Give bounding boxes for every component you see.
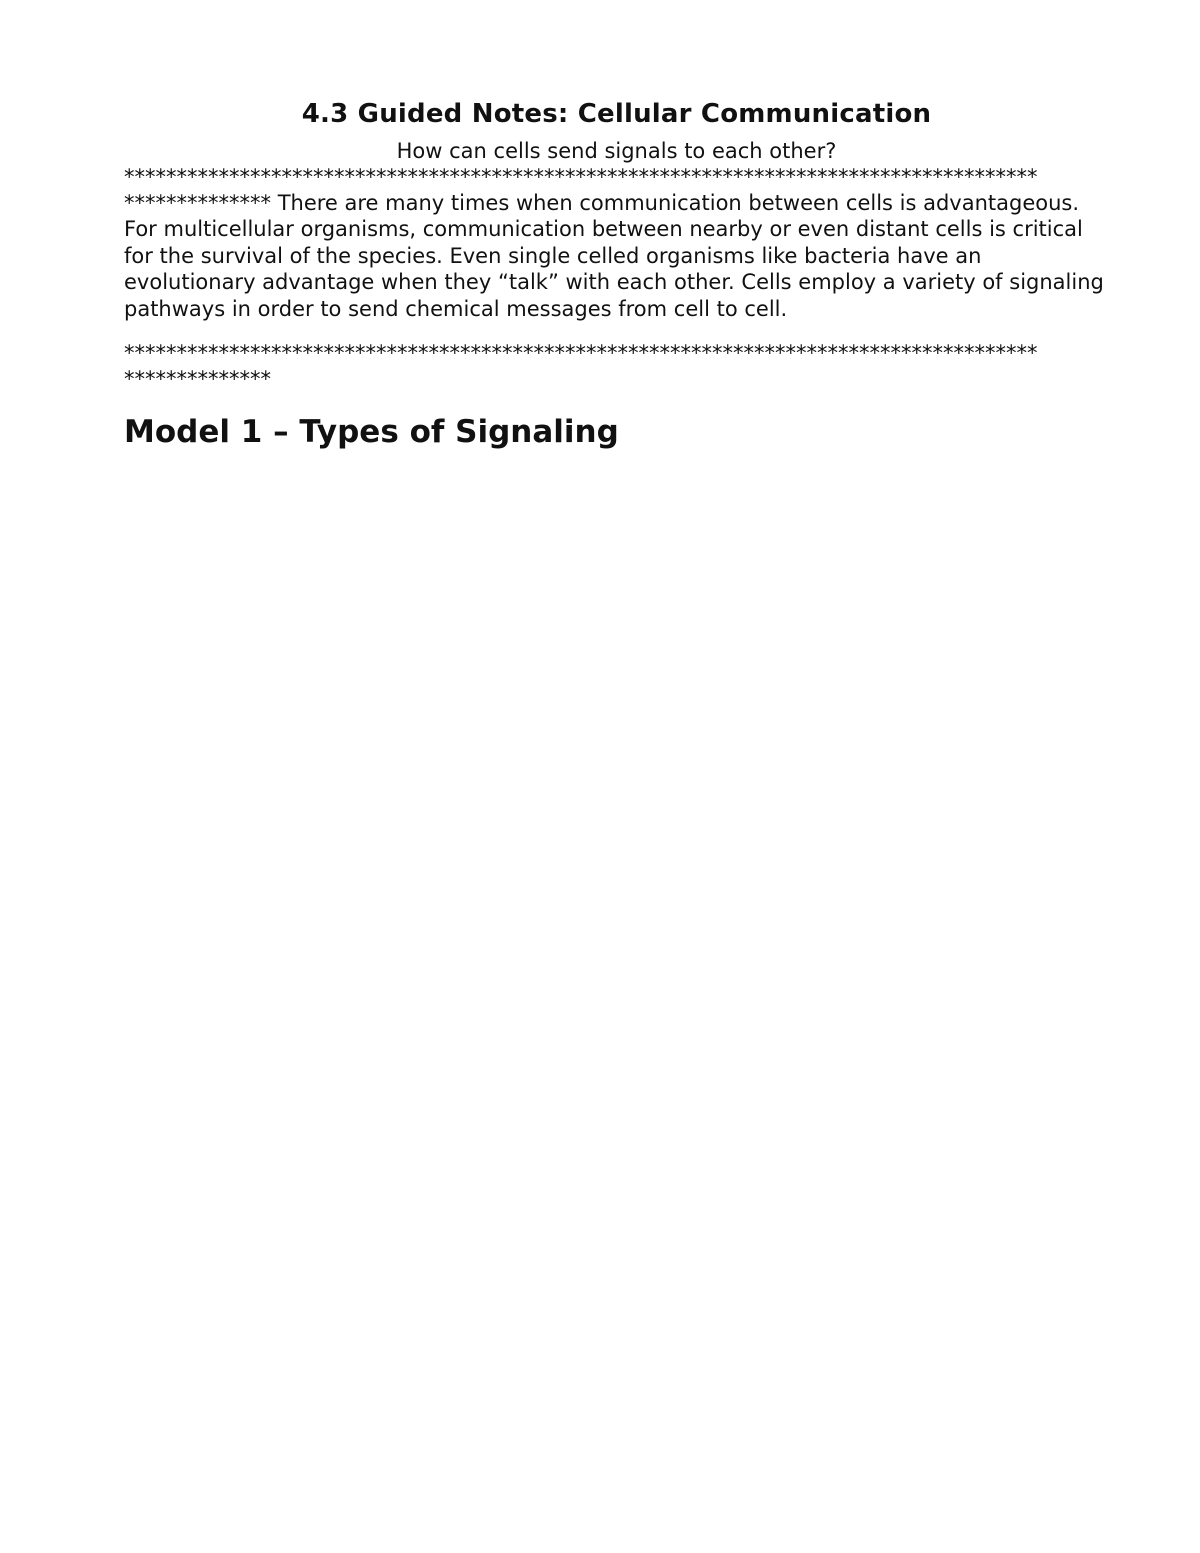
document-title: 4.3 Guided Notes: Cellular Communication (301, 99, 932, 129)
guiding-question: How can cells send signals to each other? (396, 139, 837, 163)
intro-paragraph-block (124, 190, 1109, 322)
divider-bottom (124, 340, 1109, 392)
divider-line-top: *************************************************************************************** (124, 165, 1038, 189)
section-heading: Model 1 – Types of Signaling (124, 414, 619, 451)
intro-paragraph: There are many times when communication between cells is advantageous. For multicellular organisms, communication between nearby or even distant cells is critical for the survival of the species. Even single celled organisms like bacteria have an evolutionary advantage when they “talk” with each other. Cells employ a variety of signaling pathways in order to send chemical messages from cell to cell. (124, 191, 1104, 321)
divider-short-top: ************** (124, 191, 271, 215)
divider-short-bottom: ************** (124, 367, 271, 392)
document-content (124, 96, 1109, 452)
divider-line-bottom: *************************************************************************************** (124, 341, 1038, 366)
